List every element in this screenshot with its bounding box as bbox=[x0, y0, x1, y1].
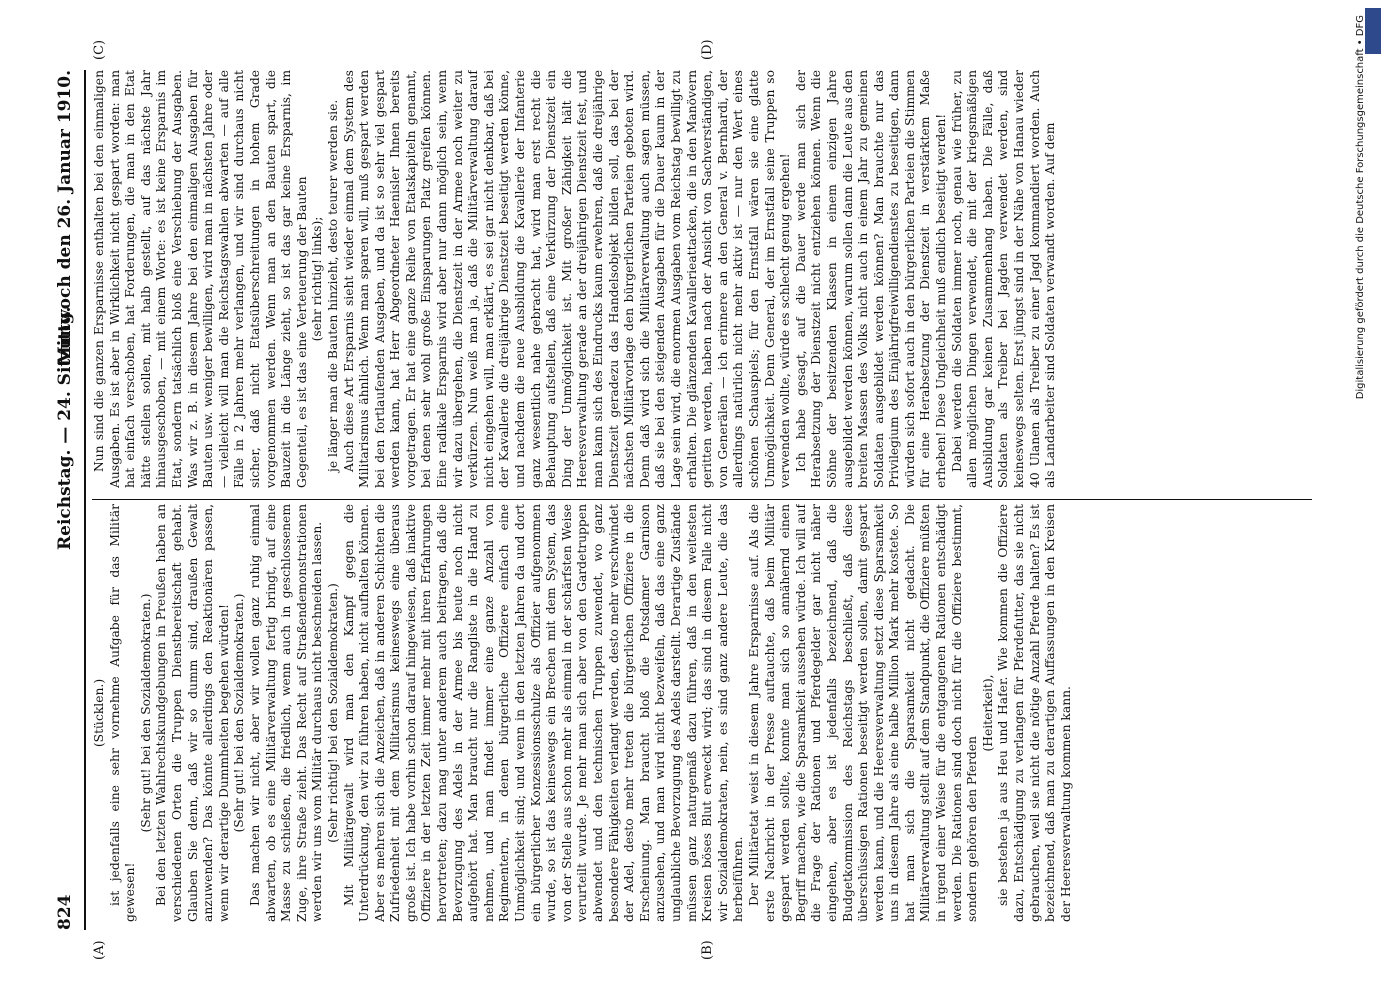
paragraph: (Sehr gut! bei den Sozialdemokraten.) bbox=[138, 593, 153, 833]
paragraph: Das machen wir nicht, aber wir wollen ganz ruhig einmal abwarten, ob es eine Militärverwaltung fertig bringt, auf eine Masse zu schießen, die friedlich, wenn auch in geschlossenem Zuge, ihre Straße zieht. Das Recht auf Straßendemonstrationen werden wir uns vom Militär durchaus nicht beschneiden lassen. bbox=[247, 504, 325, 922]
margin-mark-c: (C) bbox=[92, 39, 107, 60]
header-rule bbox=[84, 70, 86, 930]
side-note-text: Digitalisierung gefördert durch die Deutsche Forschungsgemeinschaft • DFG bbox=[1355, 15, 1366, 400]
page-date: Mittwoch den 26. Januar 1910. bbox=[55, 70, 75, 365]
left-column bbox=[92, 504, 1312, 922]
paragraph: Dabei werden die Soldaten immer noch, genau wie früher, zu allen möglichen Dingen verwendet, die mit der kriegsmäßigen Ausbildung gar keinen Zusammenhang haben. Die Fälle, daß Soldaten als Treiber bei Jagden verwendet werden, sind keineswegs selten. Erst jüngst sind in der Nähe von Hanau wieder 40 Ulanen als Treiber zu einer Jagd kommandiert worden. Auch als Landarbeiter sind Soldaten verwandt worden. Auf dem bbox=[949, 70, 1058, 488]
page-header bbox=[55, 70, 85, 930]
paragraph: Der Militäretat weist in diesem Jahre Ersparnisse auf. Als die erste Nachricht in der Presse auftauchte, daß beim Militär gespart werden sollte, konnte man sich so annähernd einen Begriff machen, wie die Sparsamkeit aussehen würde. Ich will auf die Frage der Rationen und Pferdegelder gar nicht näher eingehen, aber es ist jedenfalls bezeichnend, daß die Budgetkommission des Reichstags beschließt, daß diese überschüssigen Rationen beseitigt werden sollen, damit gespart werden kann, und die Heeresverwaltung setzt diese Sparsamkeit uns in diesem Jahre als eine halbe Million Mark mehr kostete. So hat man sich die Sparsamkeit nicht gedacht. Die Militärverwaltung stellt auf dem Standpunkt, die Offiziere müßten in irgend einer Weise für die entgangenen Rationen entschädigt werden. Die Rationen sind doch nicht für die Offiziere bestimmt, sondern gehören den Pferden bbox=[746, 504, 980, 922]
paragraph: (Stücklen.) bbox=[92, 678, 106, 748]
side-note bbox=[1355, 15, 1375, 985]
margin-mark-a: (A) bbox=[92, 940, 107, 960]
right-column bbox=[92, 70, 1312, 488]
page-title: Reichstag. — 24. Sitzung. bbox=[55, 306, 75, 550]
paragraph: Auch diese Art Ersparnis sieht wieder einmal dem System des Militarismus ähnlich. Wenn man sparen will, muß gespart werden bei den fortlaufenden Ausgaben, und da ist so sehr viel gespart werden kann, hat Herr Abgeordneter Haenisler Ihnen bereits vorgetragen. Er hat eine ganze Reihe von Etatskapiteln genannt, bei denen sehr wohl große Einsparungen Platz greifen können. Eine radikale Ersparnis wird aber nur dann möglich sein, wenn wir dazu übergehen, die Dienstzeit in der Armee noch weiter zu verkürzen. Nun weiß man ja, daß die Militärverwaltung darauf nicht eingehen will, man erklärt, es sei gar nicht denkbar, daß bei der Kavallerie die dreijährige Dienstzeit beseitigt werden könne, und nachdem die neue Ausbildung die Kavallerie der Infanterie ganz wesentlich nahe gebracht hat, wird man erst recht die Behauptung aufstellen, daß eine Verkürzung der Dienstzeit ein Ding der Unmöglichkeit ist. Mit großer Zähigkeit hält die Heeresverwaltung gerade an der dreijährigen Dienstzeit fest, und man kann sich des Eindrucks kaum erwehren, daß die dreijährige Dienstzeit geradezu das Handelsobjekt bilden soll, das bei der nächsten Militärvorlage den bürgerlichen Parteien geboten wird. Denn daß wird sich die Militärverwaltung auch sagen müssen, daß sie bei den steigenden Ausgaben für die Dauer kaum in der Lage sein wird, die enormen Ausgaben vom Reichstag bewilligt zu erhalten. Die glänzenden Kavallerieattacken, die in den Manövern geritten werden, haben nach der Ansicht von Sachverständigen, von Generälen — ich erinnere an den General v. Bernhardi, der allerdings natürlich nicht mehr aktiv ist — nur den Wert eines schönen Schauspiels; für den Ernstfall wären sie eine glatte Unmöglichkeit. Denn General, der im Ernstfall seine Truppen so verwenden wollte, würde es schlecht genug ergehen! bbox=[341, 70, 793, 488]
paragraph: ist jedenfalls eine sehr vornehme Aufgabe für das Militär gewesen! bbox=[107, 504, 138, 922]
margin-mark-b: (B) bbox=[700, 940, 715, 960]
paragraph: (sehr richtig! links); bbox=[310, 216, 325, 342]
margin-mark-d: (D) bbox=[700, 39, 715, 60]
column-divider bbox=[92, 499, 1312, 500]
paragraph: Ich habe gesagt, auf die Dauer werde man sich der Herabsetzung der Dienstzeit nicht entziehen können. Wenn die Söhne der besitzenden Klassen in einem einzigen Jahre ausgebildet werden können, warum sollen dann die Leute aus den breiten Massen des Volks nicht auch in einem Jahr zu gemeinen Soldaten ausgebildet werden können? Man brauchte nur das Privilegium des Einjährigfreiwilligendienstes zu beseitigen, dann würden sich sofort auch in den bürgerlichen Parteien die Stimmen für eine Herabsetzung der Dienstzeit in verstärktem Maße erheben! Diese Ungleichheit muß endlich beseitigt werden! bbox=[793, 70, 949, 488]
paragraph: Nun sind die ganzen Ersparnisse enthalten bei den einmaligen Ausgaben. Es ist aber in Wirklichkeit nicht gespart worden: man hat einfach verschoben, hat Forderungen, die man in den Etat hätte stellen sollen, mit halb gestellt, auf das nächste Jahr hinausgeschoben, — mit einem Worte: es ist keine Ersparnis im Etat, sondern tatsächlich bloß eine Verschiebung der Ausgaben. Was wir z. B. in diesem Jahre bei den einmaligen Ausgaben für Bauten usw. weniger bewilligen, wird man in nächsten Jahre oder — vielleicht will man die Reichstagswahlen abwarten — auf alle Fälle in 2 Jahren mehr verlangen, und wir sind durchaus nicht sicher, daß nicht Etatsüberschreitungen in hohem Grade vorgenommen werden. Wenn man an den Bauten spart, die Bauzeit in die Länge zieht, so ist das gar keine Ersparnis, im Gegenteil, es ist das eine Verteuerung der Bauten bbox=[92, 70, 309, 488]
paragraph: (Sehr gut! bei den Sozialdemokraten.) bbox=[232, 593, 247, 833]
paragraph: sie bestehen ja aus Heu und Hafer. Wie kommen die Offiziere dazu, Entschädigung zu verlangen für Pferdefutter, das sie nicht gebrauchen, weil sie nicht die nötige Anzahl Pferde halten? Es ist bezeichnend, daß man zu derartigen Auffassungen in den Kreisen der Heeresverwaltung kommen kann. bbox=[996, 504, 1073, 922]
paragraph: Mit Militärgewalt wird man den Kampf gegen die Unterdrückung, den wir zu führen haben, nicht aufhalten können. Aber es mehren sich die Anzeichen, daß in anderen Schichten die Zufriedenheit mit dem Militarismus keineswegs eine überaus große ist. Ich habe vorhin schon darauf hingewiesen, daß inaktive Offiziere in der letzten Zeit immer mehr mit ihren Erfahrungen hervortreten; dazu mag unter anderem auch beitragen, daß die Bevorzugung des Adels in der Armee bis heute noch nicht aufgehört hat. Man braucht nur die Rangliste in die Hand zu nehmen, und man findet immer eine ganze Anzahl von Regimentern, in denen bürgerliche Offiziere einfach eine Unmöglichkeit sind; und wenn in den letzten Jahren da und dort ein bürgerlicher Konzessionsschulze als Offizier aufgenommen wurde, so ist das keineswegs ein Brechen mit dem System, das von der Stelle aus schon mehr als einmal in der schärfsten Weise verurteilt wurde. Je mehr man sich aber von den Gardetruppen abwendet und den technischen Truppen zuwendet, wo ganz besondere Fähigkeiten verlangt werden, desto mehr verschwindet der Adel, desto mehr treten die bürgerlichen Offiziere in die Erscheinung. Man braucht bloß die Potsdamer Garnison anzusehen, und man wird nicht bezweifeln, daß das eine ganz unglaubliche Bevorzugung des Adels darstellt. Derartige Zustände müssen ganz naturgemäß dazu führen, daß in den weitesten Kreisen böses Blut erweckt wird; das sind in diesem Falle nicht wir Sozialdemokraten, nein, es sind ganz andere Leute, die das herbeiführen. bbox=[341, 504, 746, 922]
paragraph: Bei den letzten Wahlrechtskundgebungen in Preußen haben an verschiedenen Orten die Truppen Dienstbereitschaft gehabt. Glauben Sie denn, daß wir so dumm sind, draußen Gewalt anzuwenden? Das könnte allerdings den Reaktionären passen, wenn wir derartige Dummheiten begehen würden! bbox=[154, 504, 231, 922]
page-number: 824 bbox=[55, 894, 75, 930]
paragraph: (Sehr richtig! bei den Sozialdemokraten.) bbox=[325, 583, 340, 843]
paragraph: (Heiterkeit), bbox=[980, 674, 995, 752]
paragraph: je länger man die Bauten hinzieht, desto teurer werden sie. bbox=[325, 99, 340, 472]
